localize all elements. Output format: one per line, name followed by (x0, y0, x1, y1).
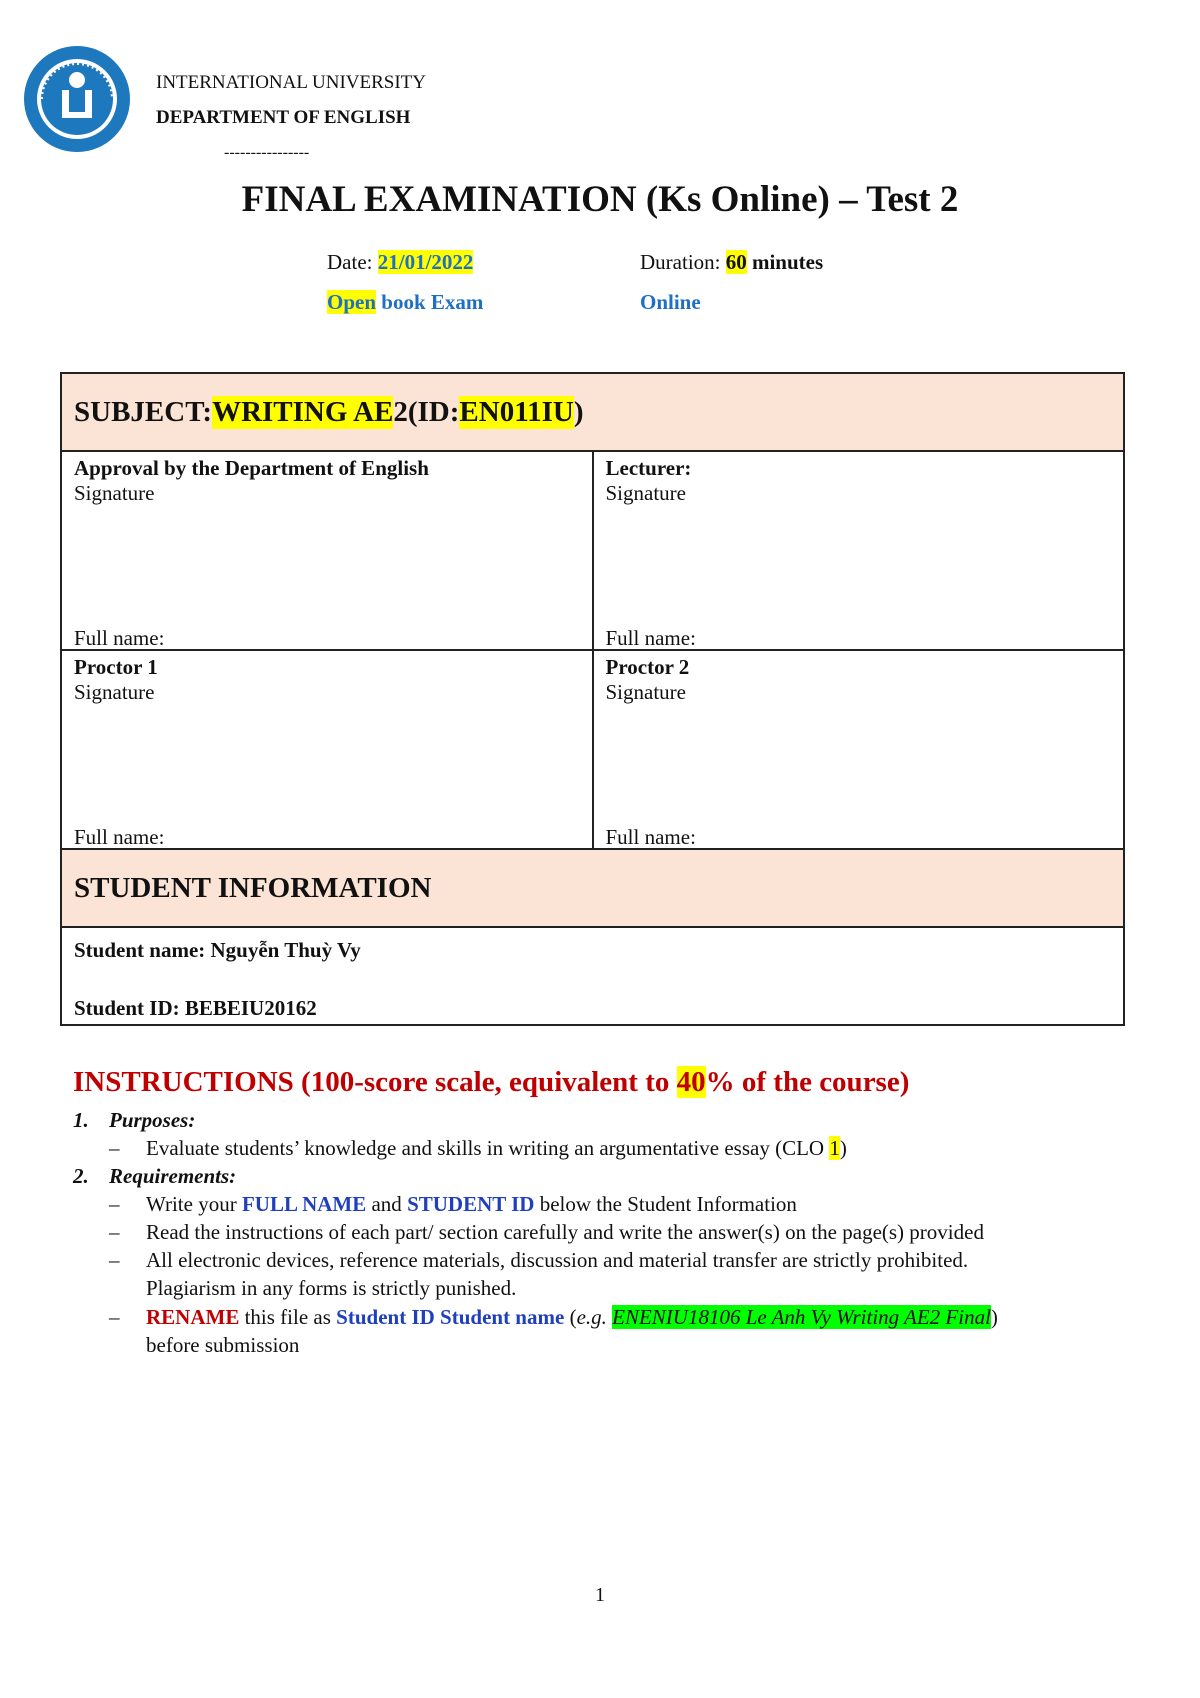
approval-heading: Approval by the Department of English (74, 456, 429, 480)
lecturer-heading: Lecturer: (605, 456, 692, 480)
exam-duration (640, 250, 823, 275)
subject-name: WRITING AE (212, 395, 394, 428)
student-id: Student ID: BEBEIU20162 (74, 996, 317, 1020)
duration-label: Duration: (640, 250, 726, 274)
department-name: DEPARTMENT OF ENGLISH (156, 107, 411, 128)
req3-dash: – (109, 1248, 120, 1272)
university-logo-icon (22, 44, 132, 154)
signature-row-1 (62, 452, 1123, 651)
proctor2-heading: Proctor 2 (605, 655, 690, 679)
proctor1-heading: Proctor 1 (74, 655, 158, 679)
req4-pattern: Student ID Student name (336, 1305, 565, 1329)
page-number: 1 (595, 1584, 605, 1606)
purpose-clo: 1 (829, 1136, 840, 1160)
student-name: Student name: Nguyễn Thuỳ Vy (74, 938, 361, 962)
mode-rest: book Exam (376, 290, 484, 314)
exam-title: FINAL EXAMINATION (Ks Online) – Test 2 (241, 179, 959, 220)
duration-value: 60 (725, 250, 747, 274)
req1-text-b: below the Student Information (534, 1192, 797, 1216)
student-info-band (62, 850, 1123, 928)
lecturer-full-name: Full name: (605, 626, 696, 650)
purpose-text-b: ) (839, 1136, 847, 1160)
subject-id-open: (ID: (407, 395, 460, 428)
university-name: INTERNATIONAL UNIVERSITY (156, 72, 427, 93)
lecturer-signature: Signature (605, 481, 686, 505)
req1-fullname: FULL NAME (241, 1192, 367, 1216)
req4-example: ENENIU18106 Le Anh Vy Writing AE2 Final (612, 1305, 991, 1329)
date-value: 21/01/2022 (377, 250, 474, 274)
req4-eg: e.g. (576, 1305, 607, 1329)
proctor2-signature: Signature (605, 680, 686, 704)
section2-number: 2. (73, 1164, 89, 1188)
mode-open: Open (327, 290, 377, 314)
header-separator: ---------------- (224, 144, 310, 161)
req4-text-a: this file as (239, 1305, 337, 1329)
req4-paren: ( (564, 1305, 577, 1329)
exam-format: Online (640, 290, 701, 314)
req1-text-a: Write your (146, 1192, 242, 1216)
req1-studentid: STUDENT ID (407, 1192, 535, 1216)
proctor1-signature: Signature (74, 680, 155, 704)
req1-and: and (366, 1192, 408, 1216)
duration-unit: minutes (746, 250, 824, 274)
section1-number: 1. (73, 1108, 89, 1132)
proctor1-cell (62, 651, 592, 848)
purpose-dash: – (109, 1136, 120, 1160)
exam-info-table (60, 372, 1125, 1026)
student-info-heading: STUDENT INFORMATION (74, 871, 432, 904)
proctor2-cell (592, 651, 1124, 848)
instructions-title-a: INSTRUCTIONS (100-score scale, equivalent to (73, 1066, 677, 1098)
req2-dash: – (109, 1220, 120, 1244)
date-label: Date: (327, 250, 378, 274)
subject-band (62, 374, 1123, 452)
req2-text: Read the instructions of each part/ section carefully and write the answer(s) on the page(s) provided (146, 1220, 984, 1244)
subject-id-close: ) (573, 395, 584, 428)
req4-text-line2: before submission (146, 1333, 300, 1357)
proctor2-full-name: Full name: (605, 825, 696, 849)
signature-row-2 (62, 651, 1123, 850)
subject-id: EN011IU (459, 395, 574, 428)
exam-mode (327, 290, 483, 315)
instructions-title-pct: 40 (676, 1066, 706, 1098)
exam-date (327, 250, 473, 275)
instructions-title (73, 1066, 909, 1099)
proctor1-full-name: Full name: (74, 825, 165, 849)
req4-dash: – (109, 1305, 120, 1329)
subject-level: 2 (393, 395, 408, 428)
approval-cell (62, 452, 592, 649)
lecturer-cell (592, 452, 1124, 649)
purpose-text-a: Evaluate students’ knowledge and skills in writing an argumentative essay (CLO (146, 1136, 830, 1160)
section2-title: Requirements: (109, 1164, 237, 1188)
req4-close: ) (990, 1305, 998, 1329)
instructions-title-b: % of the course) (705, 1066, 910, 1098)
req1-dash: – (109, 1192, 120, 1216)
req4-rename: RENAME (146, 1305, 240, 1329)
req3-text-line1: All electronic devices, reference materials, discussion and material transfer are strictly prohibited. (146, 1248, 969, 1272)
student-info-box (62, 928, 1123, 1024)
req3-text-line2: Plagiarism in any forms is strictly punished. (146, 1276, 517, 1300)
section1-title: Purposes: (109, 1108, 196, 1132)
approval-signature: Signature (74, 481, 155, 505)
subject-label: SUBJECT: (74, 395, 213, 428)
approval-full-name: Full name: (74, 626, 165, 650)
